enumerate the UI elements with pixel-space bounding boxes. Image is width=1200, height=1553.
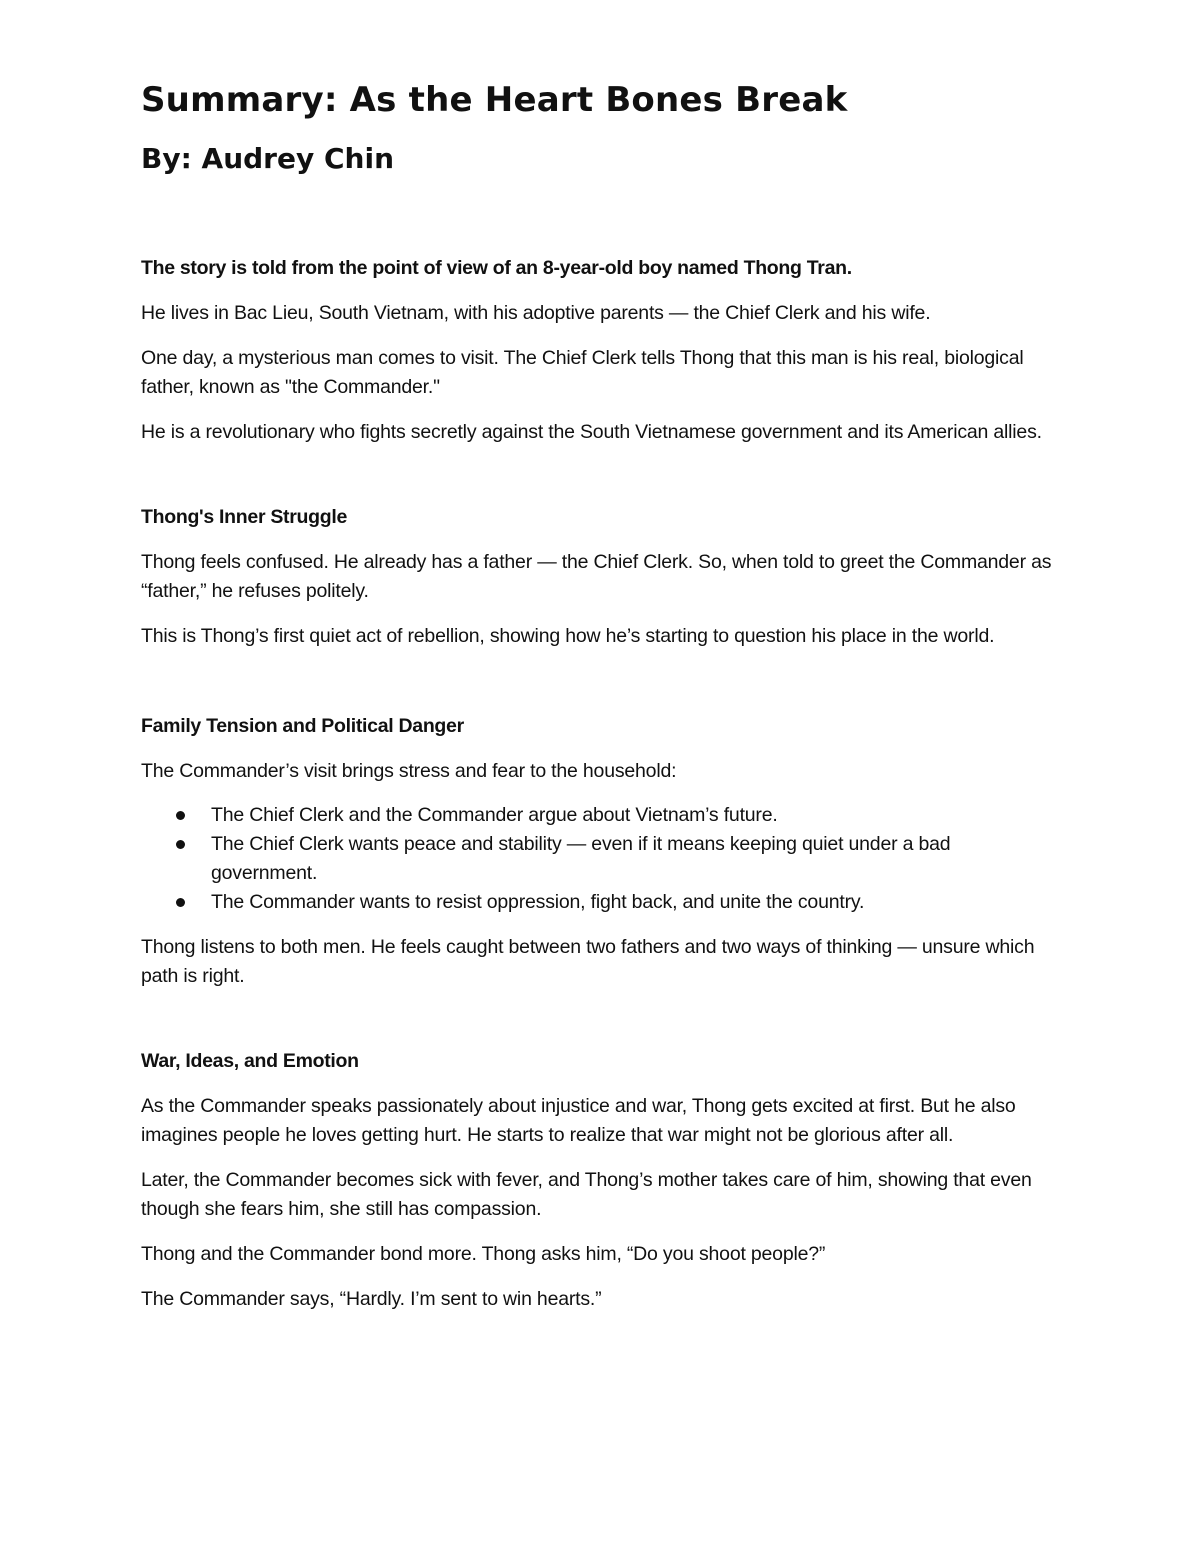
bullet-list	[141, 801, 1061, 917]
intro-section	[141, 254, 1061, 447]
section-heading: War, Ideas, and Emotion	[141, 1050, 359, 1072]
intro-paragraph-2: One day, a mysterious man comes to visit. The Chief Clerk tells Thong that this man is his real, biological father, known as "the Commander."	[141, 347, 1024, 398]
bullet-icon	[176, 811, 185, 820]
list-item	[141, 888, 1061, 917]
intro-paragraph-3: He is a revolutionary who fights secretly against the South Vietnamese government and its American allies.	[141, 421, 1042, 443]
section-family-tension	[141, 712, 1061, 991]
list-item	[141, 801, 1061, 830]
section-heading: Thong's Inner Struggle	[141, 506, 348, 528]
bullet-icon	[176, 840, 185, 849]
section-paragraph: Later, the Commander becomes sick with fever, and Thong’s mother takes care of him, showing that even though she fears him, she still has compassion.	[141, 1169, 1032, 1220]
section-paragraph: Thong feels confused. He already has a father — the Chief Clerk. So, when told to greet the Commander as “father,” he refuses politely.	[141, 551, 1052, 602]
document-page	[141, 78, 1061, 1314]
intro-heading: The story is told from the point of view of an 8-year-old boy named Thong Tran.	[141, 257, 852, 279]
section-paragraph: Thong and the Commander bond more. Thong asks him, “Do you shoot people?”	[141, 1243, 826, 1265]
page-title: Summary: As the Heart Bones Break	[141, 80, 848, 120]
intro-paragraph-1: He lives in Bac Lieu, South Vietnam, with his adoptive parents — the Chief Clerk and his wife.	[141, 302, 931, 324]
section-inner-struggle	[141, 503, 1061, 651]
list-item-text: The Chief Clerk and the Commander argue about Vietnam’s future.	[211, 804, 778, 826]
section-paragraph: This is Thong’s first quiet act of rebellion, showing how he’s starting to question his place in the world.	[141, 625, 995, 647]
section-paragraph: Thong listens to both men. He feels caught between two fathers and two ways of thinking — unsure which path is right.	[141, 936, 1035, 987]
list-item-text: The Chief Clerk wants peace and stability — even if it means keeping quiet under a bad government.	[211, 833, 951, 884]
section-paragraph: As the Commander speaks passionately about injustice and war, Thong gets excited at first. But he also imagines people he loves getting hurt. He starts to realize that war might not be glorious after all.	[141, 1095, 1016, 1146]
bullet-icon	[176, 898, 185, 907]
author-byline: By: Audrey Chin	[141, 142, 394, 175]
list-item	[141, 830, 1061, 888]
section-paragraph: The Commander says, “Hardly. I’m sent to win hearts.”	[141, 1288, 602, 1310]
section-intro-paragraph: The Commander’s visit brings stress and fear to the household:	[141, 760, 677, 782]
list-item-text: The Commander wants to resist oppression, fight back, and unite the country.	[211, 891, 865, 913]
section-heading: Family Tension and Political Danger	[141, 715, 464, 737]
section-war-ideas	[141, 1047, 1061, 1314]
